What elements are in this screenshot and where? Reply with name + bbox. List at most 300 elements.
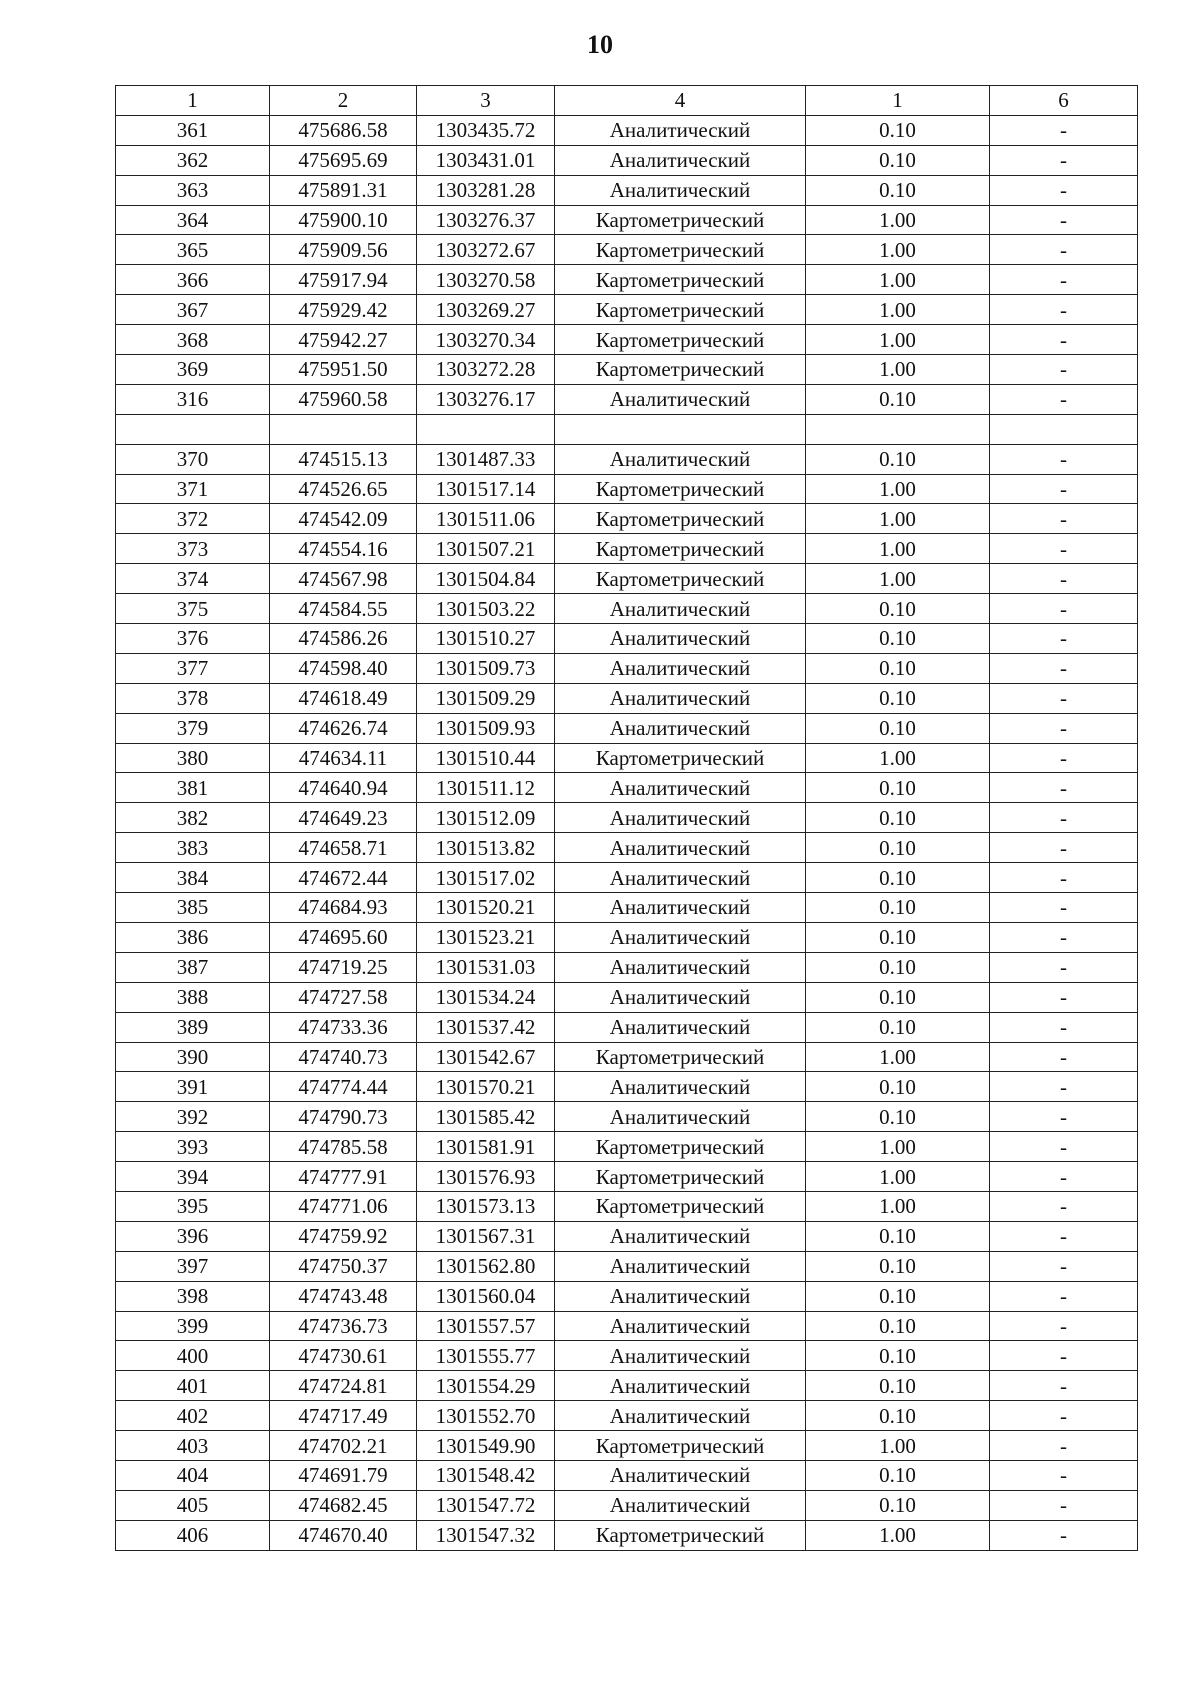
point-number-cell: 371 xyxy=(116,474,270,504)
note-cell: - xyxy=(990,1162,1138,1192)
table-row xyxy=(116,205,1138,235)
point-number-cell: 396 xyxy=(116,1221,270,1251)
note-cell: - xyxy=(990,1251,1138,1281)
x-coordinate-cell: 474730.61 xyxy=(270,1341,417,1371)
note-cell: - xyxy=(990,384,1138,414)
point-number-cell: 400 xyxy=(116,1341,270,1371)
table-row xyxy=(116,1221,1138,1251)
accuracy-cell: 1.00 xyxy=(806,1520,990,1550)
note-cell: - xyxy=(990,295,1138,325)
y-coordinate-cell xyxy=(417,414,555,444)
y-coordinate-cell: 1301562.80 xyxy=(417,1251,555,1281)
point-number-cell xyxy=(116,414,270,444)
x-coordinate-cell: 474626.74 xyxy=(270,713,417,743)
note-cell: - xyxy=(990,265,1138,295)
y-coordinate-cell: 1301570.21 xyxy=(417,1072,555,1102)
accuracy-cell: 1.00 xyxy=(806,1431,990,1461)
table-row xyxy=(116,175,1138,205)
note-cell: - xyxy=(990,594,1138,624)
point-number-cell: 402 xyxy=(116,1401,270,1431)
method-cell: Картометрический xyxy=(555,1162,806,1192)
method-cell: Аналитический xyxy=(555,624,806,654)
note-cell: - xyxy=(990,1311,1138,1341)
x-coordinate-cell: 474515.13 xyxy=(270,444,417,474)
x-coordinate-cell: 475891.31 xyxy=(270,175,417,205)
x-coordinate-cell: 475695.69 xyxy=(270,145,417,175)
y-coordinate-cell: 1301510.44 xyxy=(417,743,555,773)
note-cell: - xyxy=(990,1072,1138,1102)
x-coordinate-cell: 474640.94 xyxy=(270,773,417,803)
y-coordinate-cell: 1303272.67 xyxy=(417,235,555,265)
method-cell: Аналитический xyxy=(555,683,806,713)
point-number-cell: 385 xyxy=(116,893,270,923)
note-cell: - xyxy=(990,1221,1138,1251)
table-row xyxy=(116,355,1138,385)
x-coordinate-cell: 474567.98 xyxy=(270,564,417,594)
y-coordinate-cell: 1301534.24 xyxy=(417,982,555,1012)
column-header: 1 xyxy=(806,86,990,116)
accuracy-cell: 0.10 xyxy=(806,952,990,982)
note-cell: - xyxy=(990,564,1138,594)
y-coordinate-cell: 1301523.21 xyxy=(417,922,555,952)
x-coordinate-cell: 474727.58 xyxy=(270,982,417,1012)
table-row xyxy=(116,145,1138,175)
y-coordinate-cell: 1303270.58 xyxy=(417,265,555,295)
method-cell: Аналитический xyxy=(555,1311,806,1341)
point-number-cell: 361 xyxy=(116,115,270,145)
point-number-cell: 382 xyxy=(116,803,270,833)
table-row xyxy=(116,444,1138,474)
x-coordinate-cell: 474691.79 xyxy=(270,1460,417,1490)
x-coordinate-cell: 475942.27 xyxy=(270,325,417,355)
x-coordinate-cell: 475951.50 xyxy=(270,355,417,385)
table-row xyxy=(116,863,1138,893)
method-cell: Аналитический xyxy=(555,1102,806,1132)
y-coordinate-cell: 1301507.21 xyxy=(417,534,555,564)
method-cell: Аналитический xyxy=(555,1251,806,1281)
method-cell: Картометрический xyxy=(555,205,806,235)
x-coordinate-cell: 474774.44 xyxy=(270,1072,417,1102)
y-coordinate-cell: 1301560.04 xyxy=(417,1281,555,1311)
y-coordinate-cell: 1301548.42 xyxy=(417,1460,555,1490)
x-coordinate-cell: 474618.49 xyxy=(270,683,417,713)
method-cell: Аналитический xyxy=(555,1072,806,1102)
point-number-cell: 389 xyxy=(116,1012,270,1042)
method-cell: Картометрический xyxy=(555,474,806,504)
accuracy-cell: 0.10 xyxy=(806,1460,990,1490)
x-coordinate-cell: 474743.48 xyxy=(270,1281,417,1311)
point-number-cell: 401 xyxy=(116,1371,270,1401)
note-cell: - xyxy=(990,683,1138,713)
point-number-cell: 364 xyxy=(116,205,270,235)
note-cell: - xyxy=(990,713,1138,743)
note-cell: - xyxy=(990,205,1138,235)
table-row xyxy=(116,1371,1138,1401)
x-coordinate-cell: 474695.60 xyxy=(270,922,417,952)
x-coordinate-cell: 474740.73 xyxy=(270,1042,417,1072)
table-row xyxy=(116,893,1138,923)
x-coordinate-cell: 474554.16 xyxy=(270,534,417,564)
y-coordinate-cell: 1303272.28 xyxy=(417,355,555,385)
note-cell xyxy=(990,414,1138,444)
point-number-cell: 373 xyxy=(116,534,270,564)
note-cell: - xyxy=(990,1132,1138,1162)
note-cell: - xyxy=(990,235,1138,265)
y-coordinate-cell: 1301509.29 xyxy=(417,683,555,713)
accuracy-cell: 0.10 xyxy=(806,624,990,654)
table-row xyxy=(116,922,1138,952)
table-row xyxy=(116,1520,1138,1550)
table-row xyxy=(116,1102,1138,1132)
point-number-cell: 383 xyxy=(116,833,270,863)
note-cell: - xyxy=(990,145,1138,175)
x-coordinate-cell: 474672.44 xyxy=(270,863,417,893)
note-cell: - xyxy=(990,1520,1138,1550)
accuracy-cell: 0.10 xyxy=(806,1072,990,1102)
accuracy-cell: 0.10 xyxy=(806,1281,990,1311)
accuracy-cell: 0.10 xyxy=(806,145,990,175)
note-cell: - xyxy=(990,115,1138,145)
method-cell: Аналитический xyxy=(555,952,806,982)
table-row xyxy=(116,1012,1138,1042)
y-coordinate-cell: 1301537.42 xyxy=(417,1012,555,1042)
note-cell: - xyxy=(990,1042,1138,1072)
point-number-cell: 379 xyxy=(116,713,270,743)
table-row xyxy=(116,384,1138,414)
point-number-cell: 368 xyxy=(116,325,270,355)
x-coordinate-cell xyxy=(270,414,417,444)
y-coordinate-cell: 1301581.91 xyxy=(417,1132,555,1162)
x-coordinate-cell: 474526.65 xyxy=(270,474,417,504)
note-cell: - xyxy=(990,863,1138,893)
x-coordinate-cell: 474736.73 xyxy=(270,1311,417,1341)
accuracy-cell: 0.10 xyxy=(806,713,990,743)
y-coordinate-cell: 1303276.37 xyxy=(417,205,555,235)
method-cell: Аналитический xyxy=(555,893,806,923)
method-cell: Аналитический xyxy=(555,1401,806,1431)
point-number-cell: 366 xyxy=(116,265,270,295)
point-number-cell: 381 xyxy=(116,773,270,803)
method-cell: Аналитический xyxy=(555,1490,806,1520)
y-coordinate-cell: 1303269.27 xyxy=(417,295,555,325)
method-cell: Картометрический xyxy=(555,355,806,385)
note-cell: - xyxy=(990,1341,1138,1371)
accuracy-cell: 0.10 xyxy=(806,893,990,923)
note-cell: - xyxy=(990,504,1138,534)
note-cell: - xyxy=(990,952,1138,982)
note-cell: - xyxy=(990,1012,1138,1042)
table-row xyxy=(116,235,1138,265)
x-coordinate-cell: 474717.49 xyxy=(270,1401,417,1431)
x-coordinate-cell: 474598.40 xyxy=(270,653,417,683)
method-cell: Аналитический xyxy=(555,1371,806,1401)
point-number-cell: 369 xyxy=(116,355,270,385)
method-cell: Картометрический xyxy=(555,743,806,773)
x-coordinate-cell: 474790.73 xyxy=(270,1102,417,1132)
y-coordinate-cell: 1301549.90 xyxy=(417,1431,555,1461)
table-row xyxy=(116,803,1138,833)
accuracy-cell: 0.10 xyxy=(806,1371,990,1401)
method-cell: Аналитический xyxy=(555,1281,806,1311)
method-cell: Аналитический xyxy=(555,863,806,893)
table-row xyxy=(116,1162,1138,1192)
accuracy-cell: 0.10 xyxy=(806,653,990,683)
table-row xyxy=(116,1401,1138,1431)
x-coordinate-cell: 475917.94 xyxy=(270,265,417,295)
note-cell: - xyxy=(990,743,1138,773)
accuracy-cell: 0.10 xyxy=(806,1221,990,1251)
x-coordinate-cell: 474719.25 xyxy=(270,952,417,982)
x-coordinate-cell: 475909.56 xyxy=(270,235,417,265)
column-header: 6 xyxy=(990,86,1138,116)
table-row xyxy=(116,833,1138,863)
accuracy-cell: 0.10 xyxy=(806,683,990,713)
table-row xyxy=(116,1191,1138,1221)
accuracy-cell: 0.10 xyxy=(806,175,990,205)
accuracy-cell: 1.00 xyxy=(806,534,990,564)
x-coordinate-cell: 474586.26 xyxy=(270,624,417,654)
blank-separator-row xyxy=(116,414,1138,444)
table-row xyxy=(116,115,1138,145)
y-coordinate-cell: 1301567.31 xyxy=(417,1221,555,1251)
accuracy-cell: 1.00 xyxy=(806,504,990,534)
table-row xyxy=(116,743,1138,773)
y-coordinate-cell: 1301513.82 xyxy=(417,833,555,863)
method-cell: Аналитический xyxy=(555,803,806,833)
method-cell: Картометрический xyxy=(555,1431,806,1461)
y-coordinate-cell: 1303270.34 xyxy=(417,325,555,355)
accuracy-cell: 0.10 xyxy=(806,803,990,833)
method-cell: Картометрический xyxy=(555,235,806,265)
accuracy-cell: 0.10 xyxy=(806,922,990,952)
accuracy-cell: 0.10 xyxy=(806,1490,990,1520)
accuracy-cell: 1.00 xyxy=(806,564,990,594)
table-row xyxy=(116,773,1138,803)
point-number-cell: 376 xyxy=(116,624,270,654)
table-row xyxy=(116,1311,1138,1341)
y-coordinate-cell: 1303435.72 xyxy=(417,115,555,145)
method-cell: Аналитический xyxy=(555,594,806,624)
y-coordinate-cell: 1301504.84 xyxy=(417,564,555,594)
y-coordinate-cell: 1301511.06 xyxy=(417,504,555,534)
accuracy-cell: 0.10 xyxy=(806,773,990,803)
y-coordinate-cell: 1301552.70 xyxy=(417,1401,555,1431)
y-coordinate-cell: 1301576.93 xyxy=(417,1162,555,1192)
coordinates-table xyxy=(115,85,1138,1551)
method-cell: Аналитический xyxy=(555,1460,806,1490)
y-coordinate-cell: 1301517.02 xyxy=(417,863,555,893)
table-row xyxy=(116,504,1138,534)
accuracy-cell: 0.10 xyxy=(806,115,990,145)
table-row xyxy=(116,1251,1138,1281)
y-coordinate-cell: 1301585.42 xyxy=(417,1102,555,1132)
note-cell: - xyxy=(990,175,1138,205)
table-row xyxy=(116,1431,1138,1461)
accuracy-cell: 0.10 xyxy=(806,1401,990,1431)
point-number-cell: 395 xyxy=(116,1191,270,1221)
note-cell: - xyxy=(990,325,1138,355)
point-number-cell: 386 xyxy=(116,922,270,952)
point-number-cell: 387 xyxy=(116,952,270,982)
x-coordinate-cell: 474733.36 xyxy=(270,1012,417,1042)
method-cell: Аналитический xyxy=(555,1341,806,1371)
x-coordinate-cell: 474684.93 xyxy=(270,893,417,923)
accuracy-cell: 0.10 xyxy=(806,594,990,624)
accuracy-cell: 1.00 xyxy=(806,325,990,355)
note-cell: - xyxy=(990,534,1138,564)
table-row xyxy=(116,1132,1138,1162)
note-cell: - xyxy=(990,1102,1138,1132)
table-row xyxy=(116,982,1138,1012)
x-coordinate-cell: 474584.55 xyxy=(270,594,417,624)
x-coordinate-cell: 474771.06 xyxy=(270,1191,417,1221)
method-cell xyxy=(555,414,806,444)
method-cell: Аналитический xyxy=(555,145,806,175)
table-row xyxy=(116,624,1138,654)
note-cell: - xyxy=(990,1191,1138,1221)
y-coordinate-cell: 1301487.33 xyxy=(417,444,555,474)
y-coordinate-cell: 1301531.03 xyxy=(417,952,555,982)
method-cell: Аналитический xyxy=(555,1221,806,1251)
x-coordinate-cell: 474759.92 xyxy=(270,1221,417,1251)
x-coordinate-cell: 474750.37 xyxy=(270,1251,417,1281)
point-number-cell: 390 xyxy=(116,1042,270,1072)
method-cell: Аналитический xyxy=(555,444,806,474)
y-coordinate-cell: 1301509.93 xyxy=(417,713,555,743)
method-cell: Аналитический xyxy=(555,922,806,952)
point-number-cell: 372 xyxy=(116,504,270,534)
table-row xyxy=(116,474,1138,504)
y-coordinate-cell: 1303281.28 xyxy=(417,175,555,205)
table-row xyxy=(116,325,1138,355)
point-number-cell: 394 xyxy=(116,1162,270,1192)
point-number-cell: 406 xyxy=(116,1520,270,1550)
method-cell: Картометрический xyxy=(555,504,806,534)
method-cell: Аналитический xyxy=(555,384,806,414)
method-cell: Картометрический xyxy=(555,564,806,594)
method-cell: Картометрический xyxy=(555,1042,806,1072)
point-number-cell: 362 xyxy=(116,145,270,175)
table-row xyxy=(116,1341,1138,1371)
y-coordinate-cell: 1303431.01 xyxy=(417,145,555,175)
y-coordinate-cell: 1301554.29 xyxy=(417,1371,555,1401)
note-cell: - xyxy=(990,1281,1138,1311)
point-number-cell: 392 xyxy=(116,1102,270,1132)
method-cell: Аналитический xyxy=(555,653,806,683)
accuracy-cell: 1.00 xyxy=(806,355,990,385)
accuracy-cell: 1.00 xyxy=(806,265,990,295)
accuracy-cell: 1.00 xyxy=(806,743,990,773)
point-number-cell: 316 xyxy=(116,384,270,414)
method-cell: Аналитический xyxy=(555,115,806,145)
accuracy-cell: 1.00 xyxy=(806,1191,990,1221)
note-cell: - xyxy=(990,474,1138,504)
point-number-cell: 403 xyxy=(116,1431,270,1461)
accuracy-cell: 0.10 xyxy=(806,1251,990,1281)
point-number-cell: 397 xyxy=(116,1251,270,1281)
x-coordinate-cell: 475900.10 xyxy=(270,205,417,235)
note-cell: - xyxy=(990,1431,1138,1461)
y-coordinate-cell: 1301542.67 xyxy=(417,1042,555,1072)
x-coordinate-cell: 474649.23 xyxy=(270,803,417,833)
table-body xyxy=(116,86,1138,1551)
method-cell: Картометрический xyxy=(555,1191,806,1221)
table-row xyxy=(116,1490,1138,1520)
note-cell: - xyxy=(990,1490,1138,1520)
accuracy-cell: 0.10 xyxy=(806,833,990,863)
point-number-cell: 398 xyxy=(116,1281,270,1311)
y-coordinate-cell: 1301555.77 xyxy=(417,1341,555,1371)
note-cell: - xyxy=(990,922,1138,952)
method-cell: Аналитический xyxy=(555,773,806,803)
y-coordinate-cell: 1301512.09 xyxy=(417,803,555,833)
note-cell: - xyxy=(990,803,1138,833)
point-number-cell: 375 xyxy=(116,594,270,624)
column-header: 1 xyxy=(116,86,270,116)
point-number-cell: 384 xyxy=(116,863,270,893)
y-coordinate-cell: 1301517.14 xyxy=(417,474,555,504)
accuracy-cell: 1.00 xyxy=(806,295,990,325)
accuracy-cell: 0.10 xyxy=(806,863,990,893)
accuracy-cell: 1.00 xyxy=(806,1162,990,1192)
y-coordinate-cell: 1301520.21 xyxy=(417,893,555,923)
note-cell: - xyxy=(990,773,1138,803)
note-cell: - xyxy=(990,1371,1138,1401)
y-coordinate-cell: 1301547.32 xyxy=(417,1520,555,1550)
note-cell: - xyxy=(990,833,1138,863)
y-coordinate-cell: 1301510.27 xyxy=(417,624,555,654)
table-row xyxy=(116,1042,1138,1072)
x-coordinate-cell: 475960.58 xyxy=(270,384,417,414)
accuracy-cell: 0.10 xyxy=(806,444,990,474)
table-row xyxy=(116,1072,1138,1102)
note-cell: - xyxy=(990,982,1138,1012)
table-row xyxy=(116,1460,1138,1490)
table-header-row xyxy=(116,86,1138,116)
accuracy-cell: 0.10 xyxy=(806,1311,990,1341)
accuracy-cell: 1.00 xyxy=(806,235,990,265)
x-coordinate-cell: 474785.58 xyxy=(270,1132,417,1162)
y-coordinate-cell: 1301511.12 xyxy=(417,773,555,803)
column-header: 4 xyxy=(555,86,806,116)
point-number-cell: 363 xyxy=(116,175,270,205)
y-coordinate-cell: 1301503.22 xyxy=(417,594,555,624)
accuracy-cell: 0.10 xyxy=(806,1341,990,1371)
method-cell: Картометрический xyxy=(555,1132,806,1162)
method-cell: Аналитический xyxy=(555,713,806,743)
column-header: 3 xyxy=(417,86,555,116)
point-number-cell: 391 xyxy=(116,1072,270,1102)
method-cell: Картометрический xyxy=(555,265,806,295)
x-coordinate-cell: 475929.42 xyxy=(270,295,417,325)
table-row xyxy=(116,653,1138,683)
note-cell: - xyxy=(990,893,1138,923)
method-cell: Картометрический xyxy=(555,295,806,325)
table-row xyxy=(116,564,1138,594)
method-cell: Картометрический xyxy=(555,1520,806,1550)
point-number-cell: 405 xyxy=(116,1490,270,1520)
point-number-cell: 399 xyxy=(116,1311,270,1341)
method-cell: Аналитический xyxy=(555,833,806,863)
accuracy-cell: 1.00 xyxy=(806,1132,990,1162)
method-cell: Аналитический xyxy=(555,982,806,1012)
x-coordinate-cell: 474542.09 xyxy=(270,504,417,534)
accuracy-cell: 0.10 xyxy=(806,1012,990,1042)
point-number-cell: 378 xyxy=(116,683,270,713)
point-number-cell: 374 xyxy=(116,564,270,594)
accuracy-cell: 0.10 xyxy=(806,982,990,1012)
x-coordinate-cell: 474670.40 xyxy=(270,1520,417,1550)
